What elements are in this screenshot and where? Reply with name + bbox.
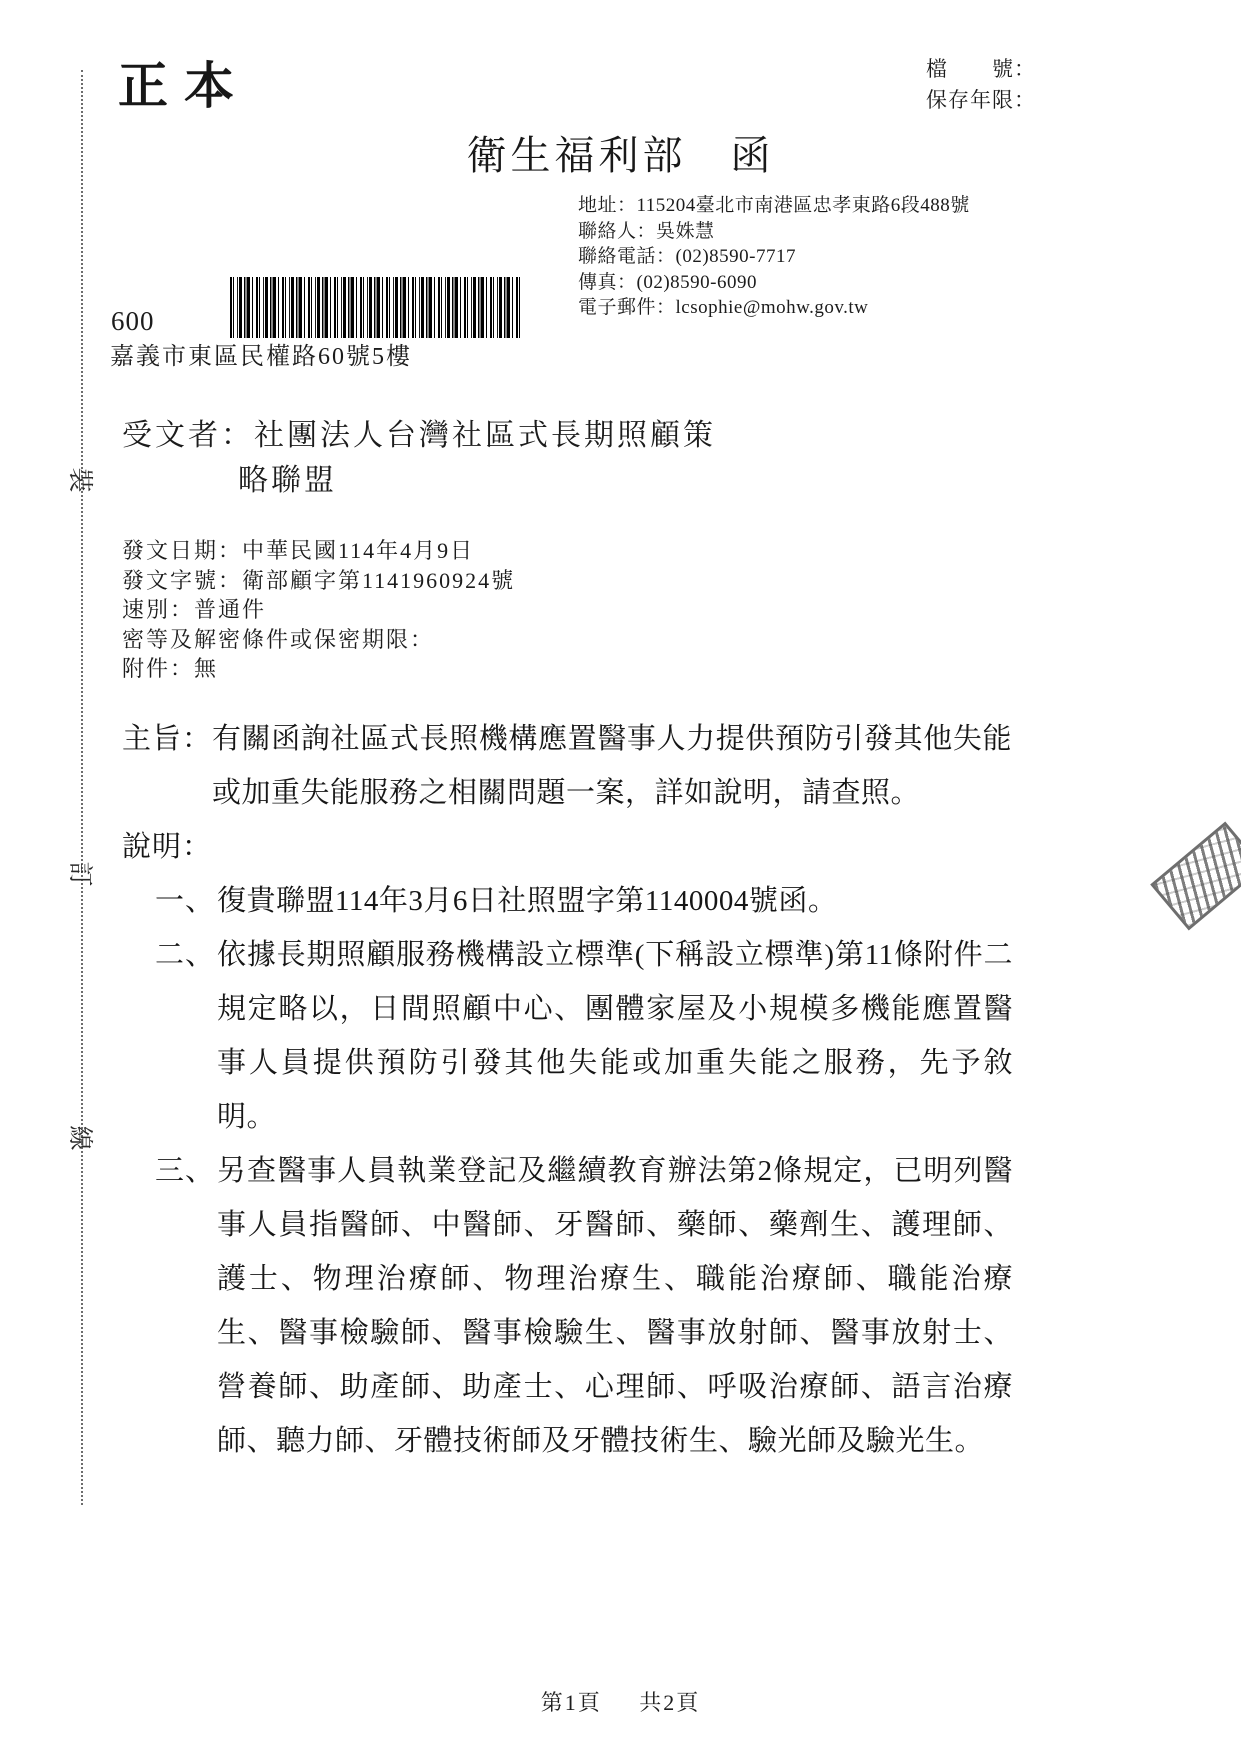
binding-mark-xian: 線 [66,1125,93,1151]
explanation-item-1 [155,874,1022,928]
letter-body [122,712,1022,1468]
recipient-postal-code: 600 [111,306,155,336]
sender-address: 地址：115204臺北市南港區忠孝東路6段488號 [578,195,970,216]
document-meta-block [122,536,515,684]
recipient-name-line2: 略聯盟 [238,464,337,497]
speed-class: 速別：普通件 [122,597,267,622]
explanation-label: 說明： [122,831,213,863]
stamp-icon [1150,822,1241,931]
sender-contact-block [578,193,970,321]
issue-number: 發文字號：衛部顧字第1141960924號 [122,567,516,593]
item-number: 三、 [155,1155,216,1187]
sender-fax: 傳真：(02)8590-6090 [578,271,757,293]
security-class: 密等及解密條件或保密期限： [122,626,435,652]
explanation-item-3 [155,1144,1022,1468]
barcode-icon [230,277,520,338]
item-number: 一、 [155,885,216,917]
page-footer [0,1686,1241,1717]
sender-contact-person: 聯絡人：吳姝慧 [578,220,715,242]
item-text: 復貴聯盟114年3月6日社照盟字第1140004號函。 [217,885,838,917]
recipient-street-address: 嘉義市東區民權路60號5樓 [110,344,412,370]
copy-type-label: 正本 [118,58,250,114]
page-number-total: 共2頁 [639,1690,701,1715]
file-number-block [926,54,1036,116]
binding-mark-zhuang: 裝 [66,467,93,493]
recipient-name-line1: 受文者：社團法人台灣社區式長期照顧策 [122,419,716,452]
file-number-label: 檔 號： [926,57,1036,81]
retention-period-label: 保存年限： [926,88,1036,112]
sender-phone: 聯絡電話：(02)8590-7717 [578,246,796,267]
sender-email: 電子郵件：lcsophie@mohw.gov.tw [578,297,869,318]
item-text: 另查醫事人員執業登記及繼續教育辦法第2條規定，已明列醫事人員指醫師、中醫師、牙醫師、藥師、藥劑生、護理師、護士、物理治療師、物理治療生、職能治療師、職能治療生、醫事檢驗師、醫事檢驗生、醫事放射師、醫事放射士、營養師、助產師、助產士、心理師、呼吸治療師、語言治療師、聽力師、牙體技術師及牙體技術生、驗光師及驗光生。 [217,1155,1013,1457]
subject-row [122,712,1022,820]
item-text: 依據長期照顧服務機構設立標準(下稱設立標準)第11條附件二規定略以，日間照顧中心、團體家屋及小規模多機能應置醫事人員提供預防引發其他失能或加重失能之服務，先予敘明。 [217,939,1013,1133]
document-title: 衛生福利部 函 [466,133,775,178]
item-number: 二、 [155,939,216,971]
subject-text: 有關函詢社區式長照機構應置醫事人力提供預防引發其他失能或加重失能服務之相關問題一案，詳如說明，請查照。 [212,723,1012,809]
attachment-note: 附件：無 [122,656,219,681]
binding-dotted-line [81,70,83,1505]
issue-date: 發文日期：中華民國114年4月9日 [122,538,475,563]
subject-label: 主旨： [122,723,213,755]
binding-mark-ding: 訂 [66,861,93,887]
page-number-current: 第1頁 [540,1690,602,1715]
explanation-item-2 [155,928,1022,1144]
